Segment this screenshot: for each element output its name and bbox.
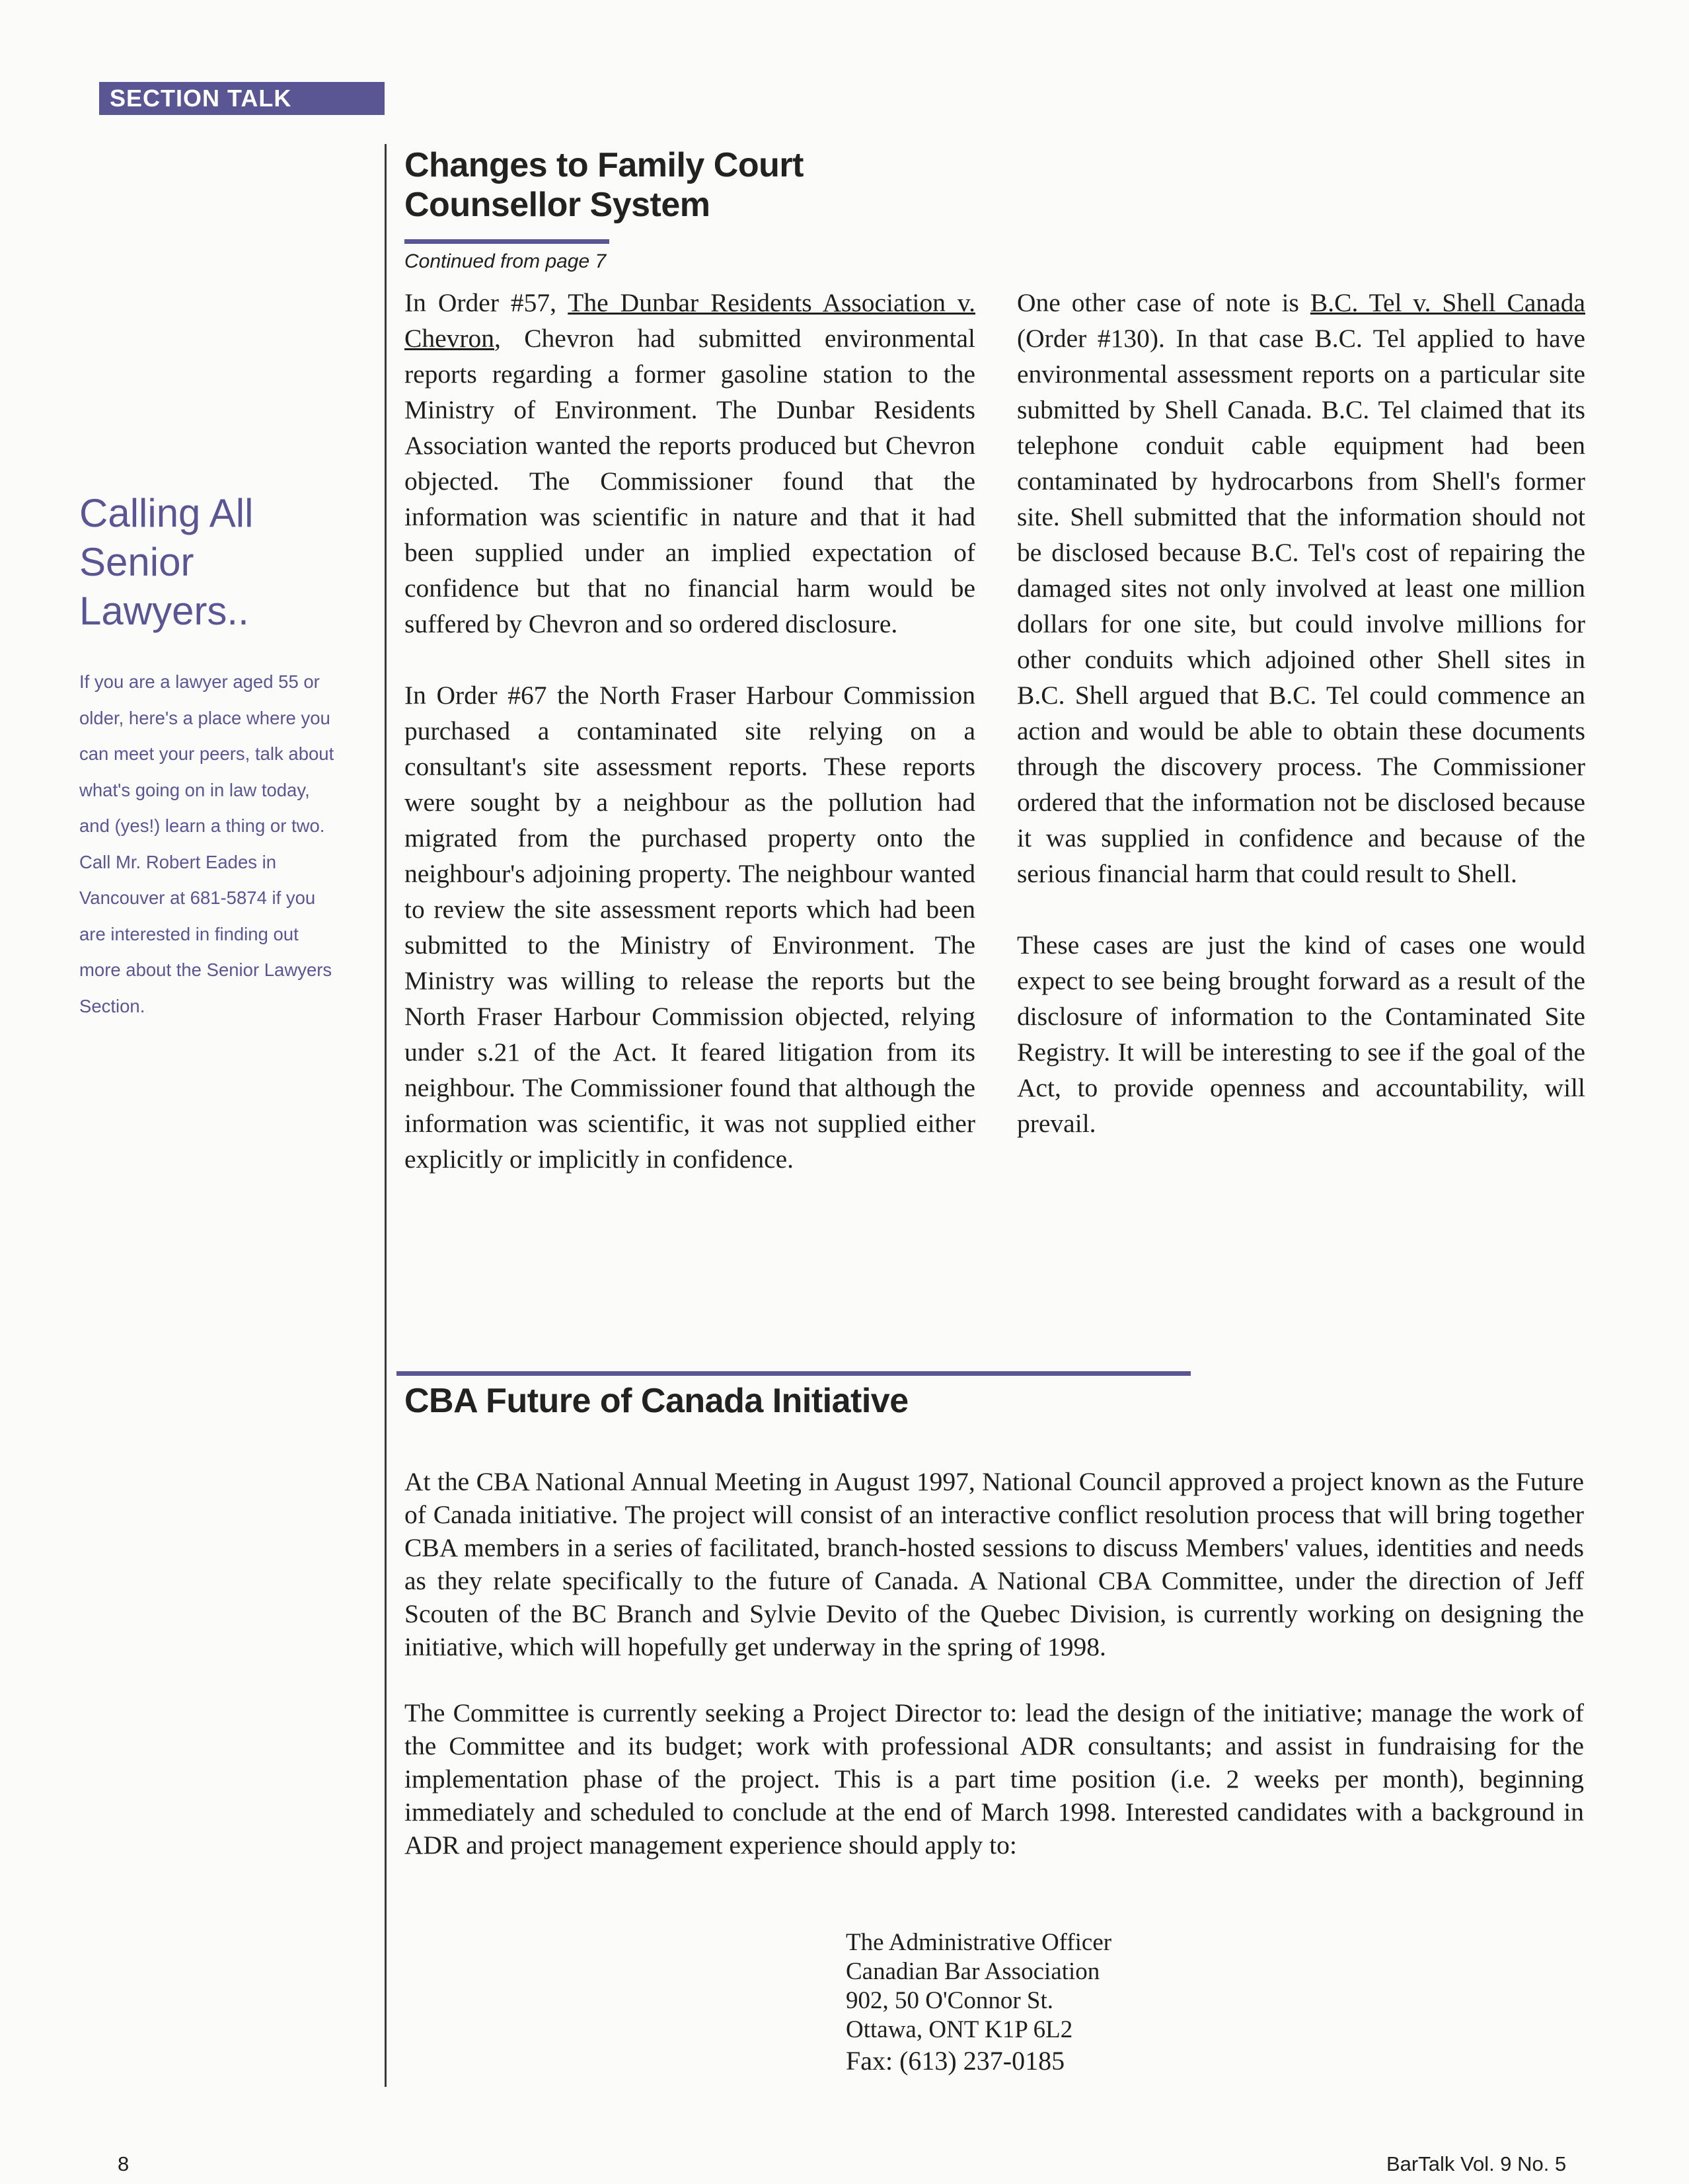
text-run: , Chevron had submitted environmental reports regarding a former gasoline station to the Ministry of Environment. The Dunbar Residents Association wanted the reports produced but Chevron objected. The Commissioner found that the information was scientific in nature and that it had been supplied under an implied expectation of confidence but that no financial harm would be suffered by Chevron and so ordered disclosure. [404, 324, 975, 638]
article2-title: CBA Future of Canada Initiative [404, 1382, 909, 1420]
address-line: Canadian Bar Association [846, 1958, 1100, 1985]
sidebar-line: more about the Senior Lawyers [79, 960, 332, 980]
sidebar-line: older, here's a place where you [79, 707, 330, 728]
article-title-line: Changes to Family Court [404, 146, 804, 184]
sidebar-title-line: Calling All [79, 491, 254, 535]
mailing-address [846, 1928, 1308, 2078]
column-divider [385, 144, 387, 2087]
section-label: SECTION TALK [99, 82, 385, 115]
paragraph: The Committee is currently seeking a Project Director to: lead the design of the initiative; manage the work of the Committee and its budget; work with professional ADR consultants; and assist in fundraising for the implementation phase of the project. This is a part time position (i.e. 2 weeks per month), beginning immediately and scheduled to conclude at the end of March 1998. Interested candidates with a background in ADR and project management experience should apply to: [404, 1698, 1584, 1860]
sidebar-line: and (yes!) learn a thing or two. [79, 815, 325, 836]
sidebar-line: Call Mr. Robert Eades in [79, 851, 277, 872]
address-line: The Administrative Officer [846, 1929, 1112, 1956]
sidebar-title [79, 489, 317, 636]
publication-footer: BarTalk Vol. 9 No. 5 [1386, 2152, 1567, 2175]
address-line: Ottawa, ONT K1P 6L2 [846, 2016, 1073, 2043]
paragraph [1017, 285, 1585, 891]
text-run: In Order #57, [404, 288, 568, 317]
text-run: One other case of note is [1017, 288, 1310, 317]
sidebar-body [79, 664, 373, 1024]
fax-line: Fax: (613) 237-0185 [846, 2046, 1065, 2076]
sidebar-title-line: Lawyers.. [79, 589, 249, 633]
sidebar-line: can meet your peers, talk about [79, 743, 334, 764]
article-right-column [1017, 285, 1585, 1177]
case-name: B.C. Tel v. Shell Canada [1310, 288, 1585, 317]
paragraph [404, 285, 975, 642]
page-number: 8 [118, 2152, 130, 2175]
paragraph: These cases are just the kind of cases one would expect to see being brought forward as a result of the disclosure of information to the Contaminated Site Registry. It will be interesting to see if the goal of the Act, to provide openness and accountability, will prevail. [1017, 930, 1585, 1138]
case-name: The Dunbar Residents Association v. Chevron [404, 288, 975, 353]
article-left-column [404, 285, 975, 1213]
article-title-line: Counsellor System [404, 186, 710, 224]
sidebar-line: what's going on in law today, [79, 779, 310, 800]
sidebar-line: Vancouver at 681-5874 if you [79, 887, 316, 908]
title-rule [404, 239, 609, 244]
text-run: (Order #130). In that case B.C. Tel applied to have environmental assessment reports on a particular site submitted by Shell Canada. B.C. Tel claimed that its telephone conduit cable equipment had been contaminated by hydrocarbons from Shell's former site. Shell submitted that the information should not be disclosed because B.C. Tel's cost of repairing the damaged sites not only involved at least one million dollars for one site, but could involve millions for other conduits which adjoined other Shell sites in B.C. Shell argued that B.C. Tel could commence an action and would be able to obtain these documents through the discovery process. The Commissioner ordered that the information not be disclosed because it was supplied in confidence and because of the serious financial harm that could result to Shell. [1017, 324, 1585, 888]
address-line: 902, 50 O'Connor St. [846, 1987, 1053, 2014]
article2-body [404, 1465, 1584, 1895]
sidebar-line: are interested in finding out [79, 923, 299, 944]
section-rule [396, 1371, 1191, 1376]
sidebar-title-line: Senior [79, 540, 194, 584]
sidebar-line: Section. [79, 995, 145, 1016]
paragraph: In Order #67 the North Fraser Harbour Commission purchased a contaminated site relying on a consultant's site assessment reports. These reports were sought by a neighbour as the pollution had migrated from the purchased property onto the neighbour's adjoining property. The neighbour wanted to review the site assessment reports which had been submitted to the Ministry of Environment. The Ministry was willing to release the reports but the North Fraser Harbour Commission objected, relying under s.21 of the Act. It feared litigation from its neighbour. The Commissioner found that although the information was scientific, it was not supplied either explicitly or implicitly in confidence. [404, 681, 975, 1174]
article-title [404, 145, 999, 225]
continued-note: Continued from page 7 [404, 250, 607, 272]
paragraph: At the CBA National Annual Meeting in August 1997, National Council approved a project known as the Future of Canada initiative. The project will consist of an interactive conflict resolution process that will bring together CBA members in a series of facilitated, branch-hosted sessions to discuss Members' values, identities and needs as they relate specifically to the future of Canada. A National CBA Committee, under the direction of Jeff Scouten of the BC Branch and Sylvie Devito of the Quebec Division, is currently working on designing the initiative, which will hopefully get underway in the spring of 1998. [404, 1467, 1584, 1661]
sidebar-line: If you are a lawyer aged 55 or [79, 671, 320, 692]
